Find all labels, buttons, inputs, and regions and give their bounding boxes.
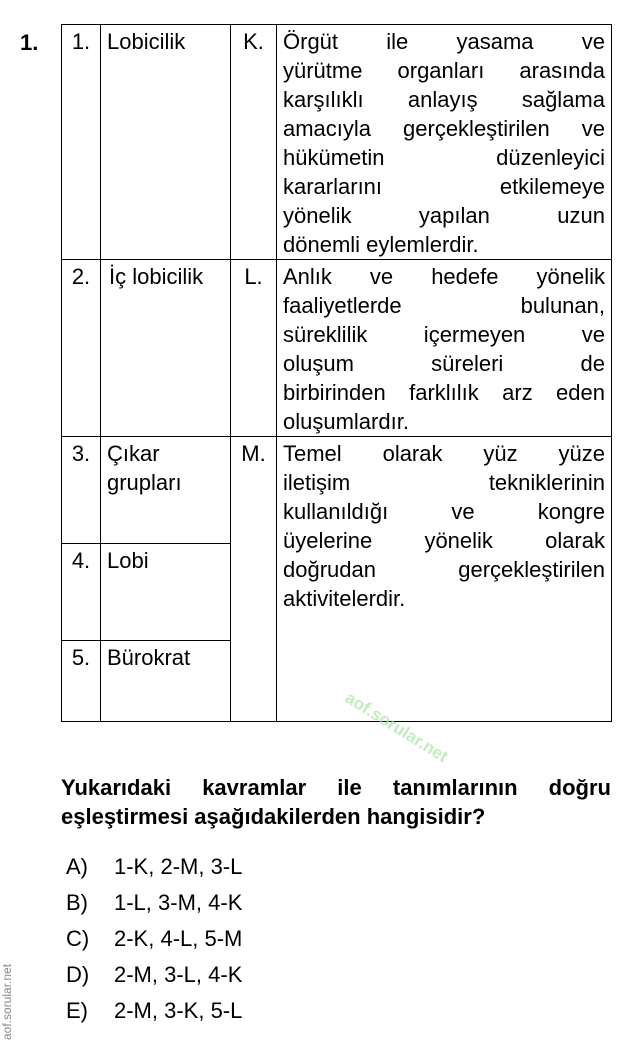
definition-line: Temel olarak yüz yüze: [283, 441, 605, 466]
item-term: Lobi: [101, 544, 231, 641]
watermark: aof.sorular.net: [341, 688, 452, 767]
option-text: 2-M, 3-L, 4-K: [114, 962, 243, 987]
question-line: eşleştirmesi aşağıdakilerden hangisidir?: [61, 804, 486, 829]
definition-line: iletişim tekniklerinin: [283, 470, 605, 495]
item-number: 1.: [62, 25, 101, 260]
item-term: Lobicilik: [101, 25, 231, 260]
definition-line: üyelerine yönelik olarak: [283, 528, 605, 553]
item-number: 2.: [62, 260, 101, 437]
item-number: 4.: [62, 544, 101, 641]
option-text: 2-M, 3-K, 5-L: [114, 998, 243, 1023]
definition-line: oluşumlardır.: [283, 409, 409, 434]
table-row: [62, 437, 612, 544]
option-text: 1-L, 3-M, 4-K: [114, 890, 243, 915]
definition-line: hükümetin düzenleyici: [283, 145, 605, 170]
option-letter: A): [66, 854, 88, 879]
definition-line: süreklilik içermeyen ve: [283, 322, 605, 347]
definition-line: yürütme organları arasında: [283, 58, 605, 83]
definition-line: Örgüt ile yasama ve: [283, 29, 605, 54]
option-a[interactable]: [66, 854, 242, 890]
side-watermark: aof.sorular.net: [0, 963, 14, 1040]
option-text: 1-K, 2-M, 3-L: [114, 854, 243, 879]
option-letter: D): [66, 962, 90, 987]
matching-table: [61, 24, 612, 722]
option-letter: B): [66, 890, 88, 915]
option-b[interactable]: [66, 890, 242, 926]
definition-letter: K.: [231, 25, 277, 260]
item-term: Bürokrat: [101, 641, 231, 722]
option-text: 2-K, 4-L, 5-M: [114, 926, 243, 951]
definition-text: [277, 25, 612, 260]
definition-text: [277, 260, 612, 437]
item-term: İç lobicilik: [101, 260, 231, 437]
definition-line: amacıyla gerçekleştirilen ve: [283, 116, 605, 141]
definition-line: doğrudan gerçekleştirilen: [283, 557, 605, 582]
definition-letter: L.: [231, 260, 277, 437]
table-row: [62, 25, 612, 260]
item-number: 5.: [62, 641, 101, 722]
option-c[interactable]: [66, 926, 242, 962]
option-e[interactable]: [66, 998, 242, 1034]
definition-line: Anlık ve hedefe yönelik: [283, 264, 605, 289]
definition-letter: M.: [231, 437, 277, 722]
item-number: 3.: [62, 437, 101, 544]
definition-line: kullanıldığı ve kongre: [283, 499, 605, 524]
option-letter: E): [66, 998, 88, 1023]
option-letter: C): [66, 926, 90, 951]
question-line: Yukarıdaki kavramlar ile tanımlarının doğru: [61, 775, 611, 800]
definition-line: birbirinden farklılık arz eden: [283, 380, 605, 405]
option-d[interactable]: [66, 962, 242, 998]
definition-line: kararlarını etkilemeye: [283, 174, 605, 199]
question-text: [61, 773, 611, 831]
question-number: 1.: [20, 30, 39, 55]
definition-line: aktivitelerdir.: [283, 586, 406, 611]
definition-line: faaliyetlerde bulunan,: [283, 293, 605, 318]
item-term: Çıkar grupları: [101, 437, 231, 544]
definition-line: karşılıklı anlayış sağlama: [283, 87, 605, 112]
table-row: [62, 260, 612, 437]
answer-options: [66, 854, 242, 1034]
definition-text: [277, 437, 612, 722]
definition-line: oluşum süreleri de: [283, 351, 605, 376]
definition-line: yönelik yapılan uzun: [283, 203, 605, 228]
definition-line: dönemli eylemlerdir.: [283, 232, 479, 257]
